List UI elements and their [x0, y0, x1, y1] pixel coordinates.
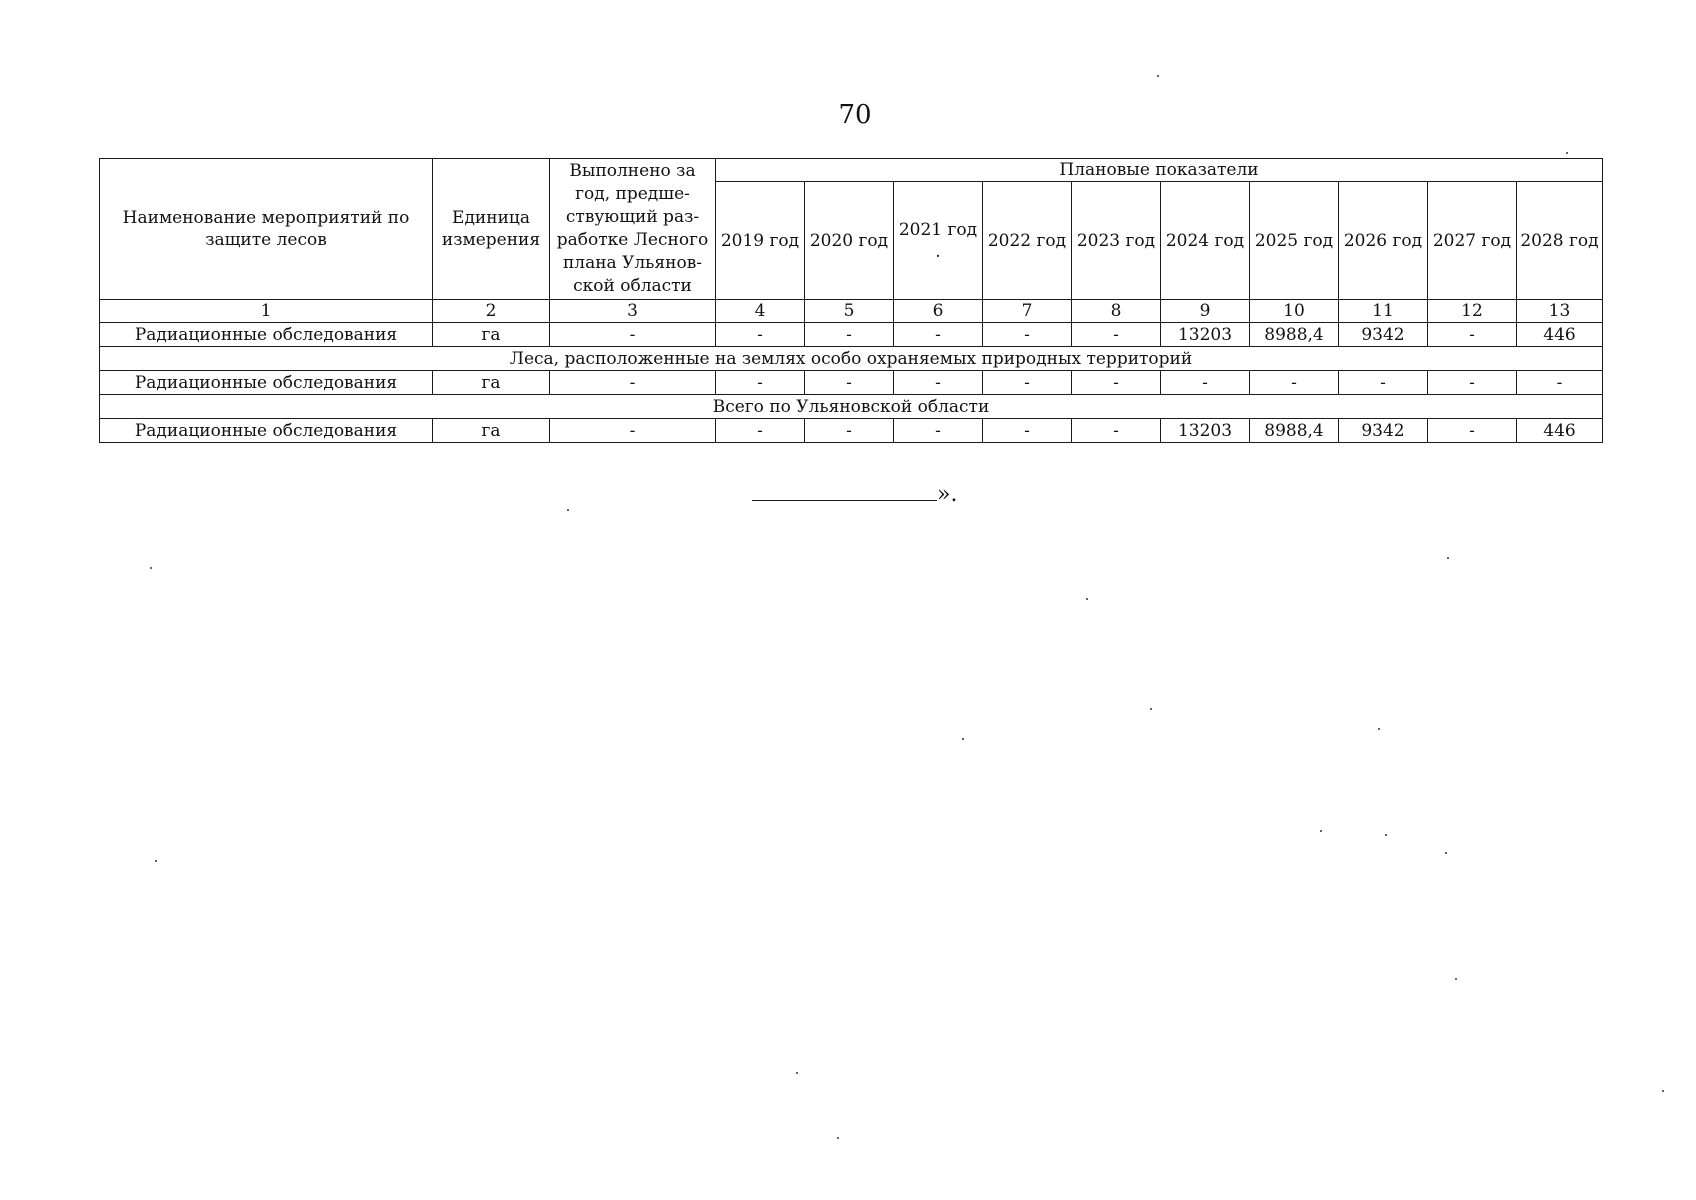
scan-speck [1378, 728, 1380, 730]
column-number: 6 [894, 300, 983, 323]
header-year: 2021 год . [894, 182, 983, 300]
scan-speck [962, 738, 964, 740]
scan-speck [796, 1072, 798, 1074]
value-cell: - [716, 371, 805, 395]
value-cell: - [1250, 371, 1339, 395]
activity-name-cell: Радиационные обследования [100, 419, 433, 443]
header-year: 2026 год [1339, 182, 1428, 300]
header-planned: Плановые показатели [716, 159, 1603, 182]
value-cell: 446 [1517, 419, 1603, 443]
header-name: Наименование мероприятий по защите лесов [100, 159, 433, 300]
activity-name-cell: Радиационные обследования [100, 371, 433, 395]
value-cell: - [550, 419, 716, 443]
column-number: 4 [716, 300, 805, 323]
unit-cell: га [433, 323, 550, 347]
value-cell: 446 [1517, 323, 1603, 347]
column-number: 5 [805, 300, 894, 323]
section-title: Всего по Ульяновской области [100, 395, 1603, 419]
section-title: Леса, расположенные на землях особо охраняемых природных территорий [100, 347, 1603, 371]
value-cell: - [1428, 419, 1517, 443]
value-cell: - [1072, 419, 1161, 443]
scan-speck [567, 509, 569, 511]
scan-speck [155, 860, 157, 862]
value-cell: - [1161, 371, 1250, 395]
column-number: 12 [1428, 300, 1517, 323]
scan-speck [1455, 978, 1457, 980]
header-year: 2027 год [1428, 182, 1517, 300]
value-cell: - [894, 323, 983, 347]
value-cell: - [1517, 371, 1603, 395]
scan-speck [1445, 852, 1447, 854]
column-number: 10 [1250, 300, 1339, 323]
scan-speck [837, 1137, 839, 1139]
scan-speck [1150, 708, 1152, 710]
value-cell: - [805, 371, 894, 395]
header-year: 2024 год [1161, 182, 1250, 300]
section-row [100, 347, 1603, 371]
value-cell: 13203 [1161, 323, 1250, 347]
closing-mark [752, 482, 957, 507]
column-number: 13 [1517, 300, 1603, 323]
value-cell: - [1072, 371, 1161, 395]
value-cell: - [716, 419, 805, 443]
activity-name-cell: Радиационные обследования [100, 323, 433, 347]
column-number: 8 [1072, 300, 1161, 323]
scan-speck [150, 567, 152, 569]
column-number: 2 [433, 300, 550, 323]
table-row [100, 419, 1603, 443]
value-cell: - [1428, 323, 1517, 347]
column-number: 1 [100, 300, 433, 323]
scan-speck [1662, 1090, 1664, 1092]
value-cell: - [894, 419, 983, 443]
value-cell: - [550, 323, 716, 347]
table-body [100, 300, 1603, 443]
header-unit: Единица измерения [433, 159, 550, 300]
header-year: 2022 год [983, 182, 1072, 300]
scan-speck [1086, 598, 1088, 600]
scan-speck [1566, 152, 1568, 154]
value-cell: 13203 [1161, 419, 1250, 443]
header-year: 2019 год [716, 182, 805, 300]
value-cell: - [550, 371, 716, 395]
column-number: 7 [983, 300, 1072, 323]
table-header [100, 159, 1603, 300]
value-cell: - [805, 323, 894, 347]
header-year: 2023 год [1072, 182, 1161, 300]
value-cell: - [716, 323, 805, 347]
header-year: 2025 год [1250, 182, 1339, 300]
page-number: 70 [838, 100, 872, 130]
value-cell: 9342 [1339, 419, 1428, 443]
value-cell: 8988,4 [1250, 323, 1339, 347]
header-done: Выполнено за год, предше-ствующий раз-работке Лесного плана Ульянов-ской области [550, 159, 716, 300]
table-row [100, 323, 1603, 347]
header-year: 2020 год [805, 182, 894, 300]
column-number: 11 [1339, 300, 1428, 323]
value-cell: - [983, 323, 1072, 347]
column-number: 3 [550, 300, 716, 323]
scan-speck [1385, 834, 1387, 836]
unit-cell: га [433, 419, 550, 443]
forest-protection-table [99, 158, 1603, 443]
value-cell: - [1072, 323, 1161, 347]
value-cell: - [1428, 371, 1517, 395]
value-cell: 8988,4 [1250, 419, 1339, 443]
scan-speck [1157, 75, 1159, 77]
closing-rule [752, 496, 937, 501]
column-number-row [100, 300, 1603, 323]
value-cell: - [805, 419, 894, 443]
section-row [100, 395, 1603, 419]
column-number: 9 [1161, 300, 1250, 323]
value-cell: - [894, 371, 983, 395]
scan-speck [1320, 830, 1322, 832]
table-row [100, 371, 1603, 395]
scan-speck [1447, 557, 1449, 559]
value-cell: - [1339, 371, 1428, 395]
value-cell: - [983, 419, 1072, 443]
value-cell: 9342 [1339, 323, 1428, 347]
closing-quote: ». [937, 482, 958, 507]
value-cell: - [983, 371, 1072, 395]
header-year: 2028 год [1517, 182, 1603, 300]
unit-cell: га [433, 371, 550, 395]
